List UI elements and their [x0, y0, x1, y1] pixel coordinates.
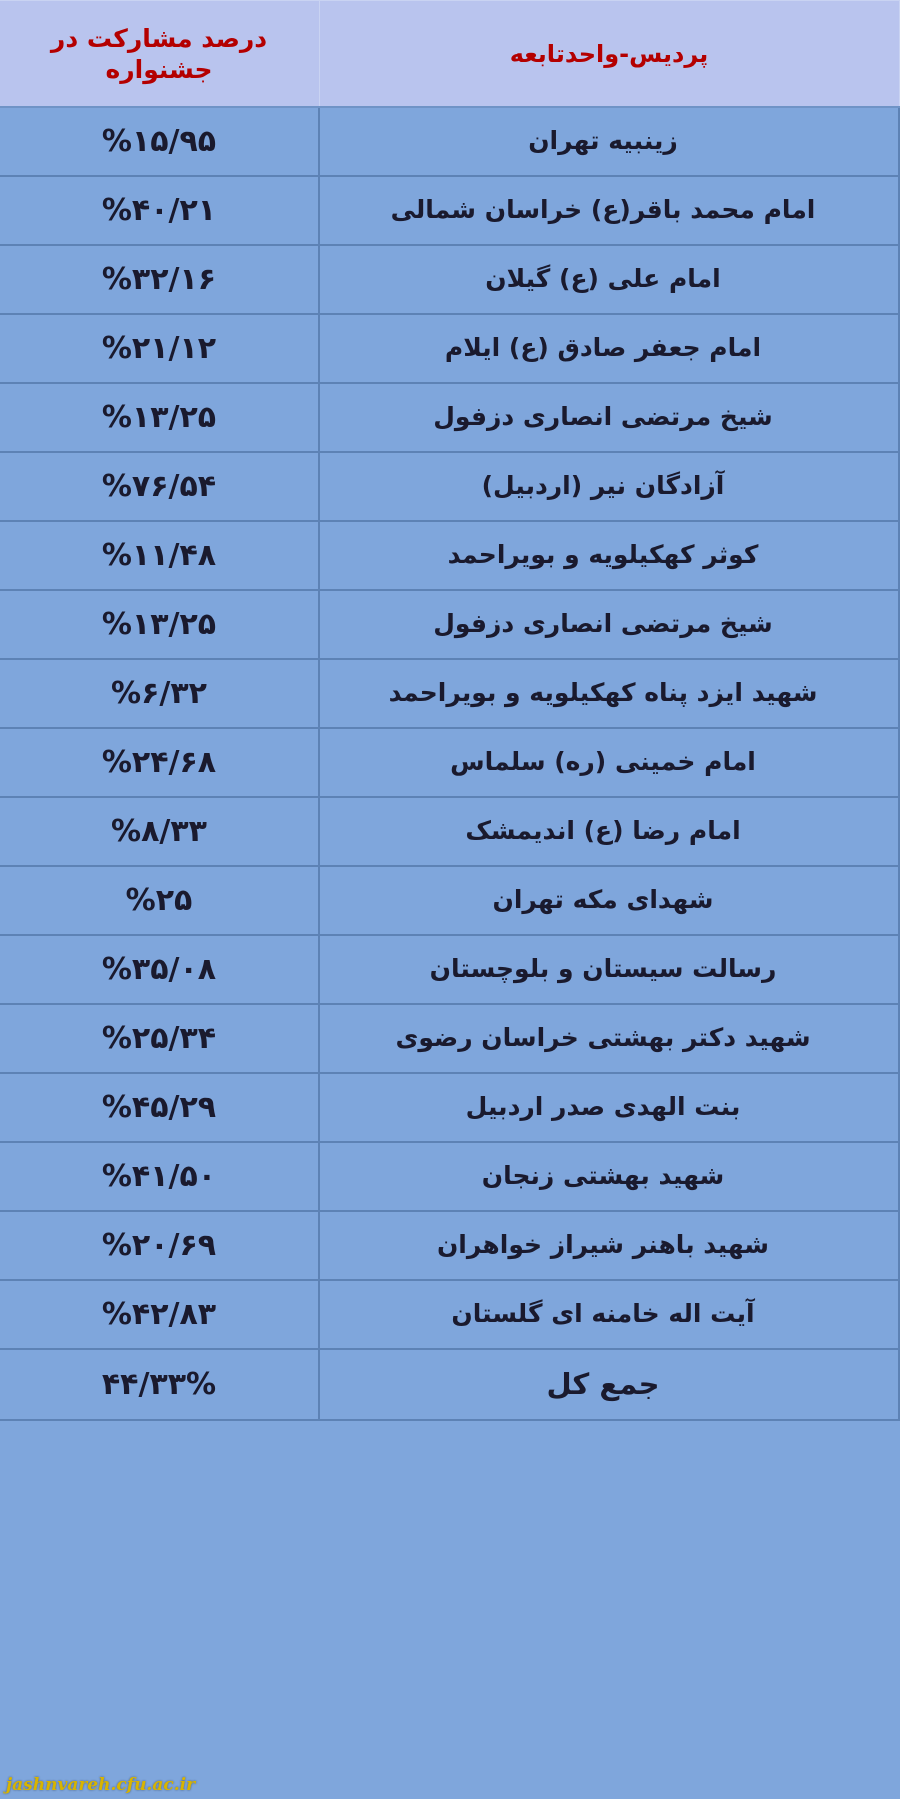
table-row	[0, 1142, 899, 1211]
cell-unit: آیت اله خامنه ای گلستان	[319, 1280, 899, 1349]
cell-unit: شهید بهشتی زنجان	[319, 1142, 899, 1211]
cell-total-label: جمع کل	[319, 1349, 899, 1421]
cell-unit: شهدای مکه تهران	[319, 866, 899, 935]
table-row	[0, 314, 899, 383]
table-row	[0, 590, 899, 659]
cell-unit: آزادگان نیر (اردبیل)	[319, 452, 899, 521]
cell-percent: %۴۱/۵۰	[0, 1142, 319, 1211]
table-row	[0, 1211, 899, 1280]
cell-unit: رسالت سیستان و بلوچستان	[319, 935, 899, 1004]
cell-percent: %۱۳/۲۵	[0, 590, 319, 659]
cell-percent: %۲۱/۱۲	[0, 314, 319, 383]
table-row	[0, 383, 899, 452]
table-row	[0, 797, 899, 866]
table-body	[0, 107, 899, 1421]
cell-percent: %۳۵/۰۸	[0, 935, 319, 1004]
cell-unit: امام رضا (ع) اندیمشک	[319, 797, 899, 866]
cell-unit: بنت الهدی صدر اردبیل	[319, 1073, 899, 1142]
cell-percent: %۶/۳۲	[0, 659, 319, 728]
column-header-unit: پردیس-واحدتابعه	[319, 1, 899, 107]
table-row	[0, 659, 899, 728]
table-row	[0, 866, 899, 935]
cell-percent: %۱۱/۴۸	[0, 521, 319, 590]
table-header-row	[0, 1, 899, 107]
cell-unit: امام جعفر صادق (ع) ایلام	[319, 314, 899, 383]
table-row	[0, 176, 899, 245]
table-row	[0, 521, 899, 590]
table-row	[0, 1073, 899, 1142]
cell-percent: %۲۴/۶۸	[0, 728, 319, 797]
cell-unit: شهید دکتر بهشتی خراسان رضوی	[319, 1004, 899, 1073]
cell-percent: %۲۰/۶۹	[0, 1211, 319, 1280]
cell-percent: %۲۵/۳۴	[0, 1004, 319, 1073]
cell-unit: امام خمینی (ره) سلماس	[319, 728, 899, 797]
cell-percent: %۴۰/۲۱	[0, 176, 319, 245]
cell-percent: %۱۳/۲۵	[0, 383, 319, 452]
cell-unit: شهید ایزد پناه کهکیلویه و بویراحمد	[319, 659, 899, 728]
cell-unit: امام محمد باقر(ع) خراسان شمالی	[319, 176, 899, 245]
cell-percent: %۳۲/۱۶	[0, 245, 319, 314]
cell-percent: %۲۵	[0, 866, 319, 935]
table-row	[0, 1004, 899, 1073]
table-row	[0, 728, 899, 797]
cell-unit: شیخ مرتضی انصاری دزفول	[319, 383, 899, 452]
cell-total-percent: ۴۴/۳۳%	[0, 1349, 319, 1421]
table-header	[0, 1, 899, 107]
cell-unit: زینبیه تهران	[319, 107, 899, 176]
watermark-url: jashnvareh.cfu.ac.ir	[6, 1775, 196, 1795]
cell-percent: %۴۵/۲۹	[0, 1073, 319, 1142]
cell-percent: %۱۵/۹۵	[0, 107, 319, 176]
table-total-row	[0, 1349, 899, 1421]
cell-unit: شهید باهنر شیراز خواهران	[319, 1211, 899, 1280]
table-row	[0, 935, 899, 1004]
cell-percent: %۸/۳۳	[0, 797, 319, 866]
table-row	[0, 107, 899, 176]
table-row	[0, 452, 899, 521]
column-header-percent: درصد مشارکت در جشنواره	[0, 1, 319, 107]
table-row	[0, 245, 899, 314]
cell-unit: امام علی (ع) گیلان	[319, 245, 899, 314]
cell-percent: %۷۶/۵۴	[0, 452, 319, 521]
cell-percent: %۴۲/۸۳	[0, 1280, 319, 1349]
table-row	[0, 1280, 899, 1349]
cell-unit: شیخ مرتضی انصاری دزفول	[319, 590, 899, 659]
cell-unit: کوثر کهکیلویه و بویراحمد	[319, 521, 899, 590]
